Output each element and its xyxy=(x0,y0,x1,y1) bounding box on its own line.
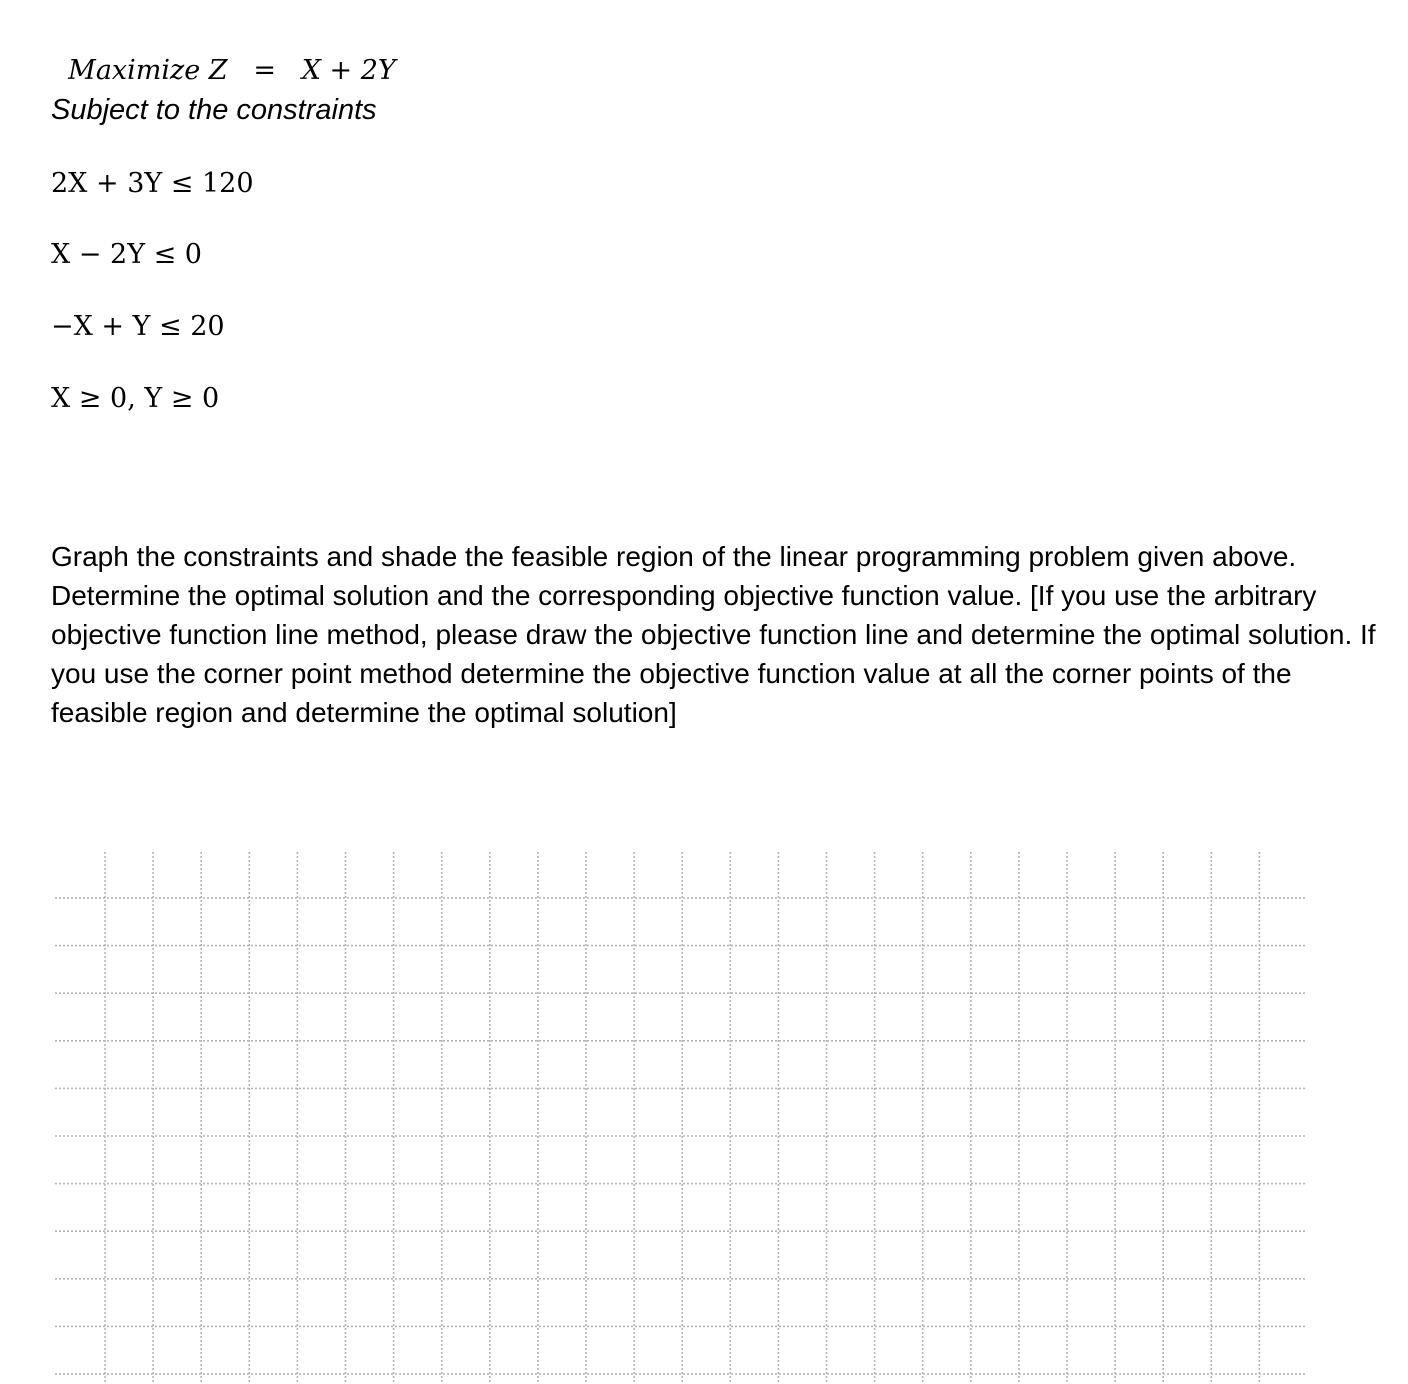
constraint-nonnegativity: X ≥ 0, Y ≥ 0 xyxy=(51,383,220,414)
constraint-2: X − 2Y ≤ 0 xyxy=(51,239,202,270)
problem-instructions: Graph the constraints and shade the feasible region of the linear programming problem given above. Determine the optimal solution and the corresponding objective function value. [If you use the arbitrary objective function line method, please draw the objective function line and determine the optimal solution. If you use the corner point method determine the objective function value at all the corner points of the feasible region and determine the optimal solution] xyxy=(51,541,1376,728)
objective-function xyxy=(51,20,396,88)
objective-prefix: Maximize Z xyxy=(68,55,228,86)
objective-expression: X + 2Y xyxy=(301,55,396,86)
subject-to-heading: Subject to the constraints xyxy=(51,94,377,126)
constraint-3: −X + Y ≤ 20 xyxy=(51,311,225,342)
objective-equals: = xyxy=(253,55,276,86)
constraint-1: 2X + 3Y ≤ 120 xyxy=(51,168,254,199)
grid-lines xyxy=(55,852,1305,1384)
graph-grid[interactable] xyxy=(0,850,1408,1384)
